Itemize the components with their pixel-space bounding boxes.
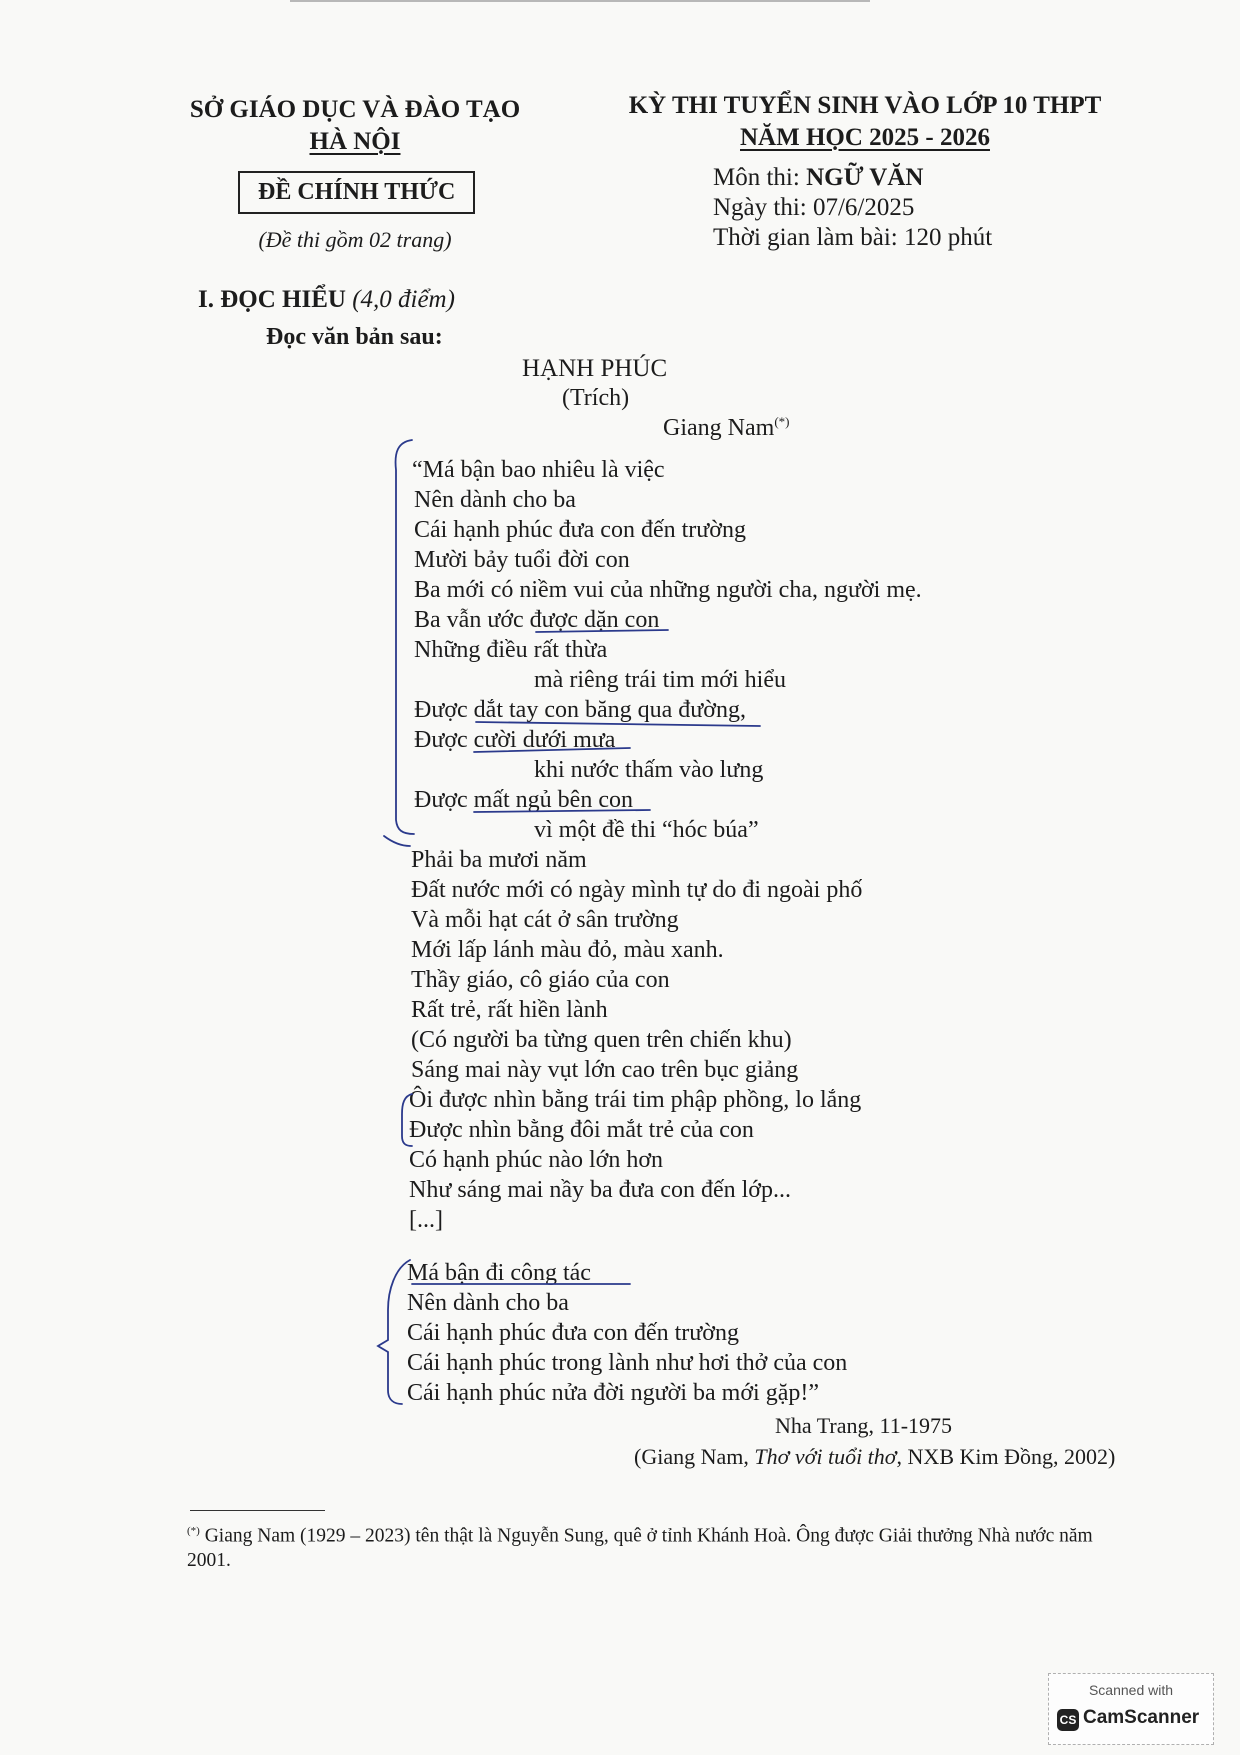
source-prefix: (Giang Nam, [634,1444,755,1469]
poem-line: mà riêng trái tim mới hiểu [534,667,786,693]
poem-line: vì một đề thi “hóc búa” [534,817,759,843]
exam-title: KỲ THI TUYỂN SINH VÀO LỚP 10 THPT [628,92,1102,119]
poem-line: Ba mới có niềm vui của những người cha, người mẹ. [414,577,922,603]
source-suffix: , NXB Kim Đồng, 2002) [896,1444,1116,1469]
dept-line2-wrap [160,128,550,156]
watermark-caption: Scanned with [1088,1682,1174,1698]
poem-line: Những điều rất thừa [414,637,608,663]
pen-bracket-tick [384,836,410,846]
poem-line: Được cười dưới mưa [414,727,616,753]
poem-place-date: Nha Trang, 11-1975 [775,1413,953,1438]
poem-line: Má bận đi công tác [407,1260,591,1286]
exam-duration: Thời gian làm bài: 120 phút [713,224,993,251]
poem-author [663,414,789,442]
poem-subtitle: (Trích) [562,385,630,411]
poem-line: Phải ba mươi năm [411,847,587,873]
poem-title: HẠNH PHÚC [522,355,668,382]
subject-label: Môn thi: [713,164,807,191]
pen-bracket-bottom [378,1260,410,1404]
pen-bracket-top [396,440,414,834]
poem-line: (Có người ba từng quen trên chiến khu) [411,1027,792,1053]
poem-line: [...] [409,1207,443,1233]
poem-line: Cái hạnh phúc đưa con đến trường [414,517,746,543]
subject-value: NGỮ VĂN [806,164,924,191]
poem-line: Sáng mai này vụt lớn cao trên bục giảng [411,1057,799,1083]
poem-line: Mười bảy tuổi đời con [414,547,630,573]
subject-line [713,164,923,192]
official-exam-box: ĐỀ CHÍNH THỨC [238,171,475,214]
poem-line: Cái hạnh phúc nửa đời người ba mới gặp!” [407,1380,819,1406]
source-book: Thơ với tuổi thơ [754,1444,897,1469]
poem-line: Nên dành cho ba [407,1290,569,1316]
poem-source [634,1444,1115,1470]
poem-line: Ôi được nhìn bằng trái tim phập phồng, lo lắng [409,1087,862,1113]
section-points: (4,0 điểm) [352,286,455,313]
school-year-wrap [605,124,1125,152]
poem-line: Cái hạnh phúc đưa con đến trường [407,1320,739,1346]
camscanner-logo-icon: CS [1057,1709,1079,1731]
poem-line: Đất nước mới có ngày mình tự do đi ngoài phố [411,877,863,903]
poem-line: Thầy giáo, cô giáo của con [411,967,670,993]
poem-line: Có hạnh phúc nào lớn hơn [409,1147,664,1173]
watermark-brand: CamScanner [1083,1707,1200,1728]
camscanner-watermark [1048,1673,1214,1745]
poem-author-name: Giang Nam [663,415,775,441]
poem-line: Ba vẫn ước được dặn con [414,607,660,633]
poem-line: khi nước thấm vào lưng [534,757,764,783]
dept-line1: SỞ GIÁO DỤC VÀ ĐÀO TẠO [189,96,521,123]
poem-line: Được dắt tay con băng qua đường, [414,697,746,723]
pages-note: (Đề thi gồm 02 trang) [258,227,452,252]
poem-line: Như sáng mai nầy ba đưa con đến lớp... [409,1177,791,1203]
section-title: I. ĐỌC HIỂU [198,286,346,313]
footnote-text: Giang Nam (1929 – 2023) tên thật là Nguyễn Sung, quê ở tỉnh Khánh Hoà. Ông được Giải thưởng Nhà nước năm 2001. [187,1525,1093,1571]
author-footnote-mark: (*) [774,414,790,429]
poem-line: Được nhìn bằng đôi mắt trẻ của con [409,1117,754,1143]
footnote-mark: (*) [187,1525,200,1537]
poem-line: Cái hạnh phúc trong lành như hơi thở của con [407,1350,848,1376]
dept-line2: HÀ NỘI [309,128,401,155]
poem-line: Rất trẻ, rất hiền lành [411,997,608,1023]
poem-line: Và mỗi hạt cát ở sân trường [411,907,679,933]
reading-instruction: Đọc văn bản sau: [266,324,443,350]
footnote-separator [190,1510,325,1511]
poem-line: Được mất ngủ bên con [414,787,633,813]
poem-line: Nên dành cho ba [414,487,576,513]
exam-date: Ngày thi: 07/6/2025 [713,194,915,221]
scan-edge-line [290,0,870,2]
section-heading [198,286,455,314]
school-year: NĂM HỌC 2025 - 2026 [740,124,990,151]
poem-line: Mới lấp lánh màu đỏ, màu xanh. [411,937,724,963]
footnote [187,1519,1117,1573]
poem-line: “Má bận bao nhiêu là việc [412,457,665,483]
